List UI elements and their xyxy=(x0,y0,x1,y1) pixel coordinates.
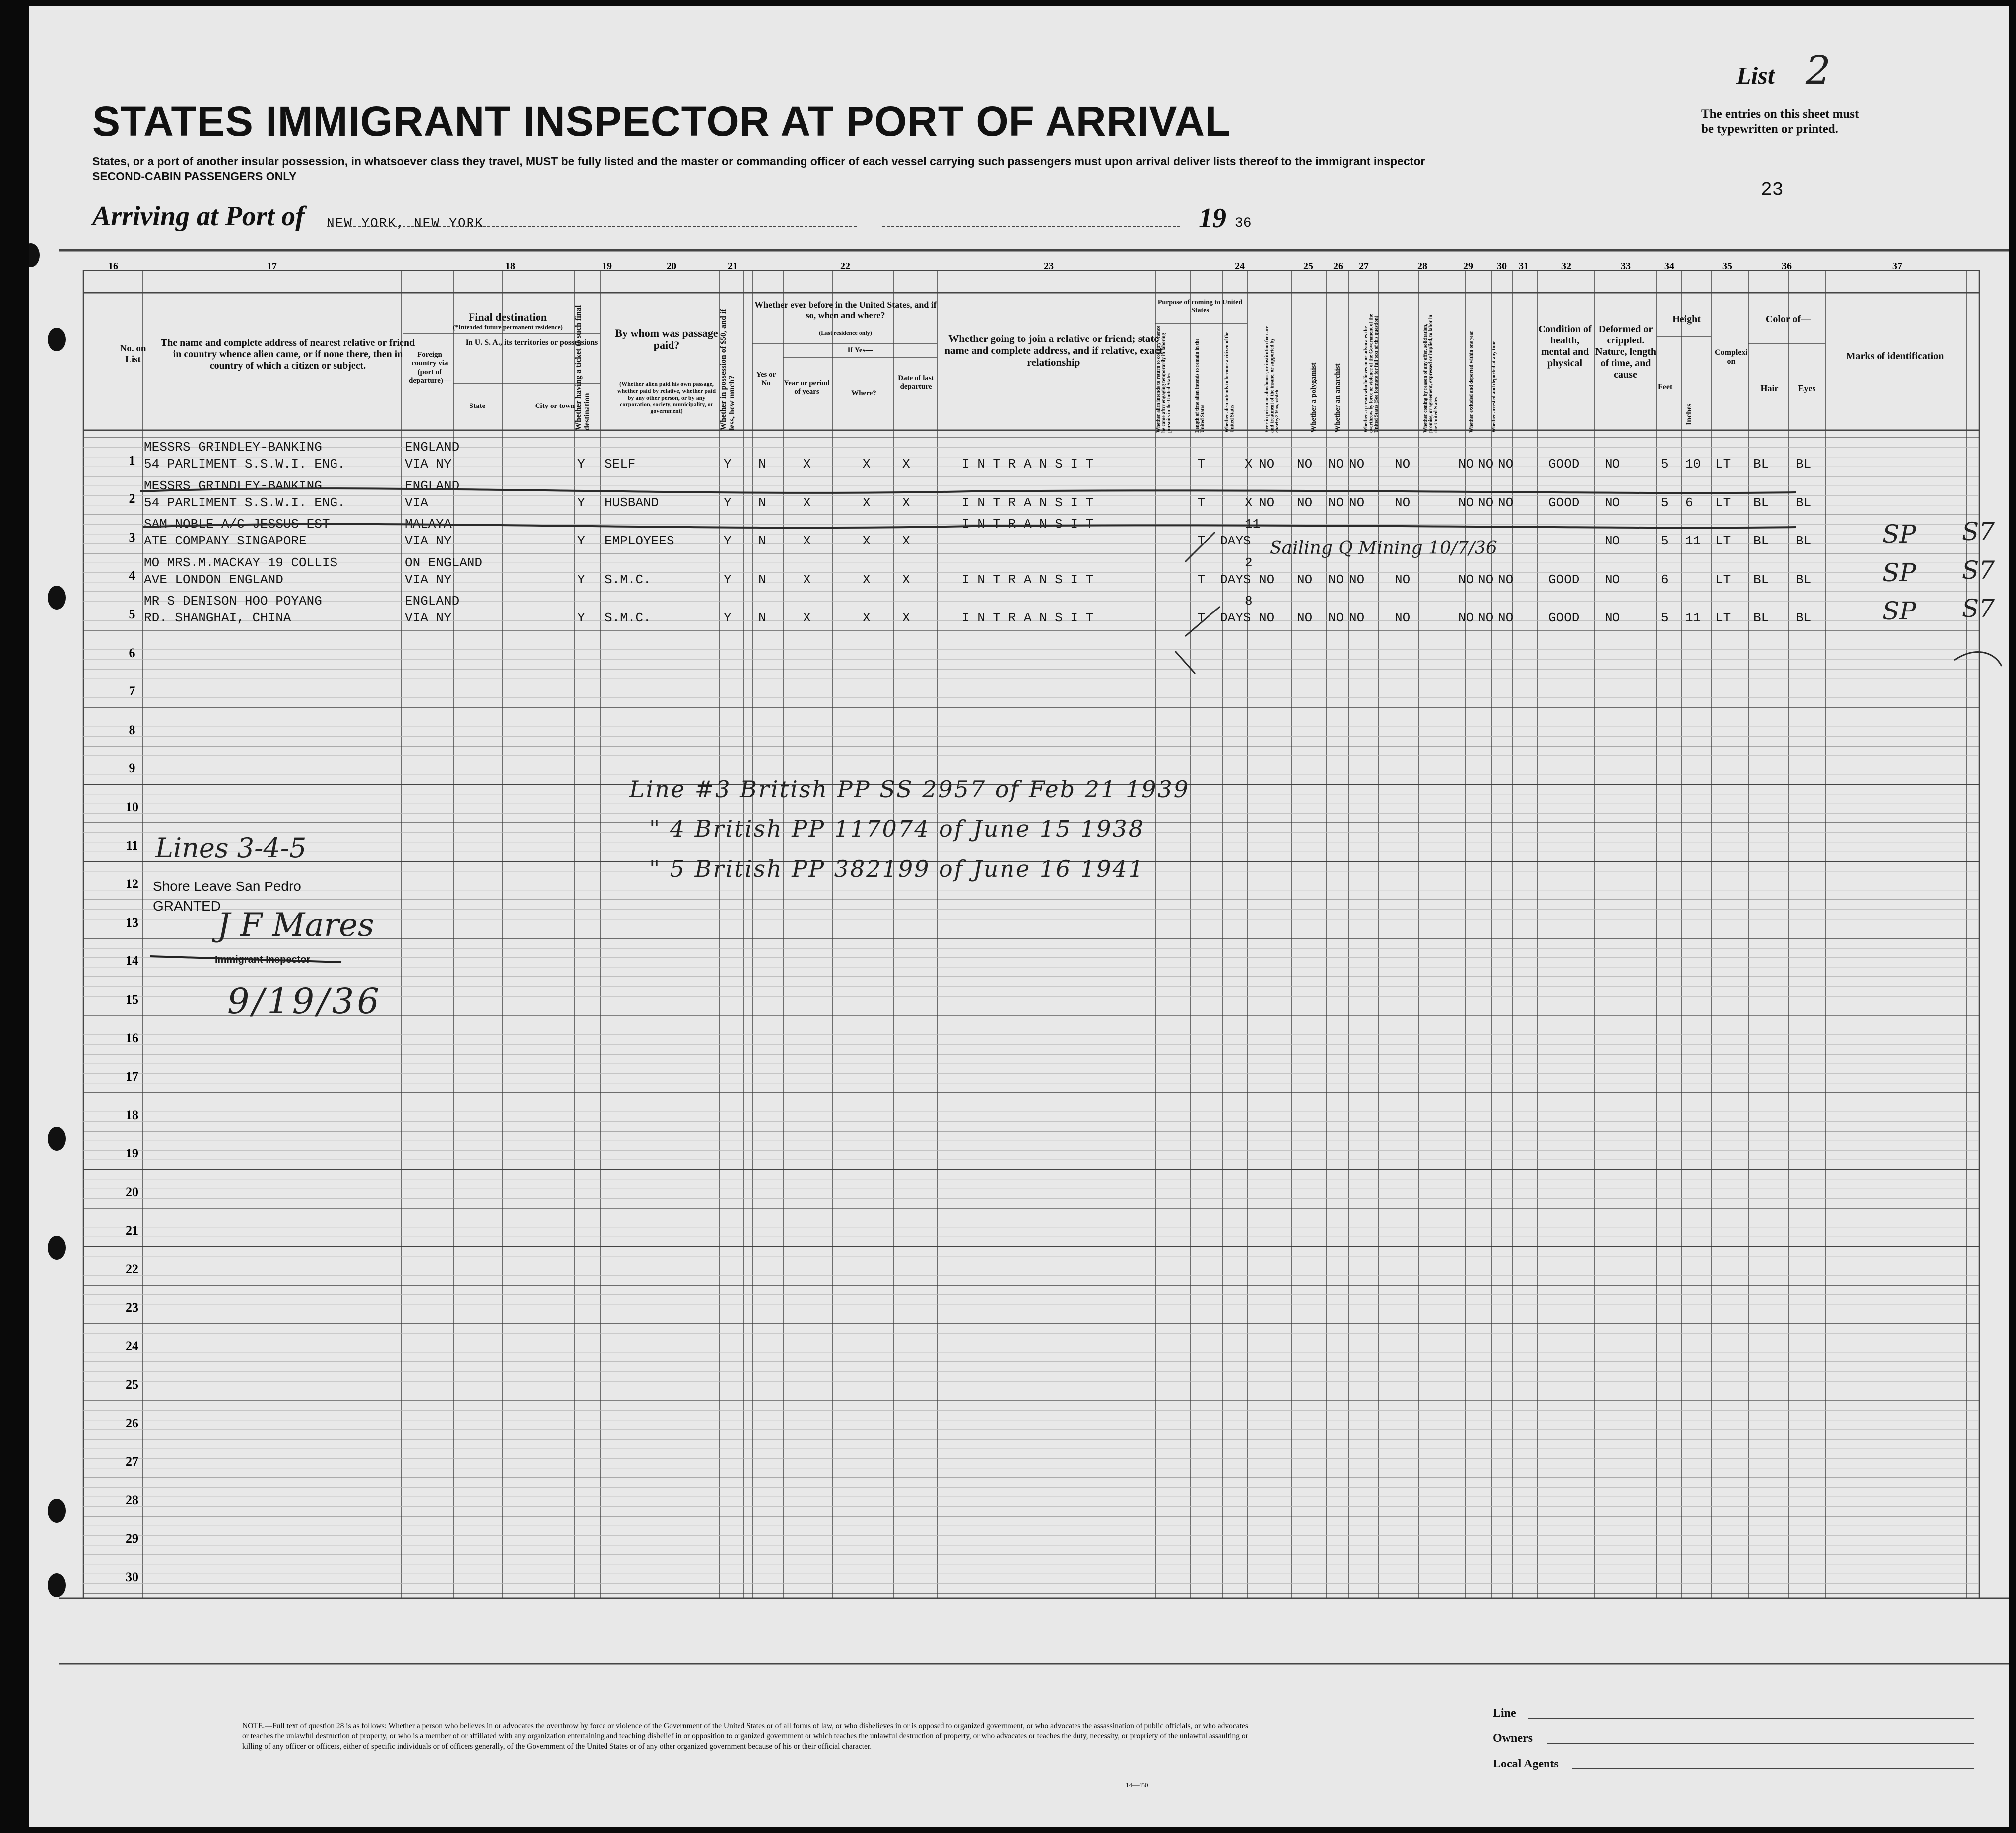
relative-address: AVE LONDON ENGLAND xyxy=(144,572,283,587)
column-number: 36 xyxy=(1782,261,1792,272)
row-number: 4 xyxy=(129,568,135,583)
feet-value: 6 xyxy=(1661,572,1669,587)
marks-value: SP xyxy=(1882,597,1916,626)
header-state: State xyxy=(469,402,486,410)
stamp-signature: J F Mares xyxy=(217,907,374,944)
column-number: 30 xyxy=(1497,261,1507,272)
q28-value: NO xyxy=(1395,611,1411,626)
feet-value: 5 xyxy=(1661,611,1669,626)
where-value: X xyxy=(863,611,871,626)
passport-note-1: Line #3 British PP SS 2957 of Feb 21 1939 xyxy=(629,776,1190,803)
typewritten-note-1: The entries on this sheet must xyxy=(1701,107,1859,121)
eyes-value: BL xyxy=(1796,534,1812,549)
header-polygamist: Whether a polygamist xyxy=(1310,362,1318,433)
deformed-value: NO xyxy=(1605,611,1620,626)
feet-value: 5 xyxy=(1661,457,1669,472)
column-number: 18 xyxy=(505,261,515,272)
column-number: 23 xyxy=(1044,261,1054,272)
foreign-via: VIA NY xyxy=(405,457,452,472)
purpose-b-value: X xyxy=(1245,457,1253,472)
q29-value: NO xyxy=(1458,572,1474,587)
header-foreign-country: Foreign country via (port of departure)— xyxy=(409,351,451,385)
ticket-value: Y xyxy=(577,611,585,626)
ever-before-value: N xyxy=(758,457,766,472)
stamp-date: 9/19/36 xyxy=(227,981,382,1021)
header-ever-before: Whether ever before in the United States, and if so, when and where? xyxy=(754,300,937,320)
header-final-destination-sub: (*Intended future permanent residence) xyxy=(453,323,563,331)
column-number: 25 xyxy=(1303,261,1313,272)
row-number: 21 xyxy=(126,1223,138,1238)
row-number: 10 xyxy=(126,800,138,815)
header-q29: Whether coming by reason of any offer, solicitation, promise, or agreement, expressed or implied, to labor in the United States xyxy=(1423,314,1439,433)
column-number: 33 xyxy=(1621,261,1631,272)
purpose-a-value: T xyxy=(1198,534,1206,549)
year-period-value: X xyxy=(803,572,811,587)
list-number: 2 xyxy=(1806,47,1831,93)
column-number: 22 xyxy=(840,261,850,272)
year-period-value: X xyxy=(803,495,811,510)
header-inches: Inches xyxy=(1685,403,1693,425)
row-number: 14 xyxy=(126,953,138,968)
header-deformed: Deformed or crippled. Nature, length of time, and cause xyxy=(1595,324,1656,380)
header-relative: The name and complete address of nearest relative or friend in country whence alien came, or if none there, then in country of which a citizen or subject. xyxy=(160,338,415,371)
joining-value: I N T R A N S I T xyxy=(962,495,1094,510)
form-number: 14—450 xyxy=(1126,1781,1148,1789)
feet-value: 5 xyxy=(1661,534,1669,549)
header-year-period: Year or period of years xyxy=(784,379,830,396)
row-number: 17 xyxy=(126,1069,138,1084)
q28-value: NO xyxy=(1395,457,1411,472)
column-number: 28 xyxy=(1417,261,1427,272)
header-ticket: Whether having a ticket to such final destination xyxy=(574,305,591,430)
header-purpose: Purpose of coming to United States xyxy=(1157,299,1243,315)
ticket-value: Y xyxy=(577,457,585,472)
column-number: 20 xyxy=(667,261,676,272)
paid-by-value: HUSBAND xyxy=(605,495,659,510)
complexion-value: LT xyxy=(1715,457,1731,472)
header-prison: Ever in prison or almshouse, or institution for care and treatment of the insane, or supported by charity? If so, which xyxy=(1264,325,1280,433)
row-number: 30 xyxy=(126,1570,138,1585)
purpose-b-unit: DAYS xyxy=(1220,611,1251,626)
joining-value: I N T R A N S I T xyxy=(962,517,1094,532)
footer-owners-label: Owners xyxy=(1493,1732,1533,1745)
row-number: 3 xyxy=(129,530,135,544)
column-number: 26 xyxy=(1333,261,1343,272)
header-q28: Whether a person who believes in or advocates the overthrow by force or violence of the Government of the United States (See footnote for full text of this question) xyxy=(1363,314,1379,433)
header-purpose-a: Whether alien intends to return to country whence he came after engaging temporarily in laboring pursuits in the United States xyxy=(1156,325,1172,433)
anarchist-value: NO xyxy=(1349,611,1365,626)
foreign-country: ON ENGLAND xyxy=(405,555,483,570)
header-height: Height xyxy=(1672,314,1701,325)
date-departure-value: X xyxy=(902,495,910,510)
foreign-country: MALAYA xyxy=(405,517,452,532)
row-number: 2 xyxy=(129,491,135,506)
foreign-country: ENGLAND xyxy=(405,478,460,493)
complexion-value: LT xyxy=(1715,495,1731,510)
header-q30: Whether excluded and deported within one year xyxy=(1469,331,1474,433)
row-number: 9 xyxy=(129,761,135,776)
q30-value: NO xyxy=(1478,495,1494,510)
list-label: List xyxy=(1736,62,1775,89)
paid-by-value: S.M.C. xyxy=(605,611,651,626)
stamp-shore-leave: Shore Leave San Pedro xyxy=(153,879,301,894)
header-if-yes: If Yes— xyxy=(847,346,873,354)
marks-value: SP xyxy=(1882,520,1916,549)
header-color-of: Color of— xyxy=(1765,314,1811,325)
header-ever-before-sub: (Last residence only) xyxy=(819,329,872,336)
eyes-value: BL xyxy=(1796,457,1812,472)
row-number: 28 xyxy=(126,1493,138,1507)
relative-name: SAM NOBLE A/C JESSUS EST- xyxy=(144,517,338,532)
joining-value: I N T R A N S I T xyxy=(962,572,1094,587)
header-where: Where? xyxy=(851,389,876,397)
marks-value-2: S7 xyxy=(1962,594,1995,623)
relative-name: MESSRS GRINDLEY-BANKING xyxy=(144,478,322,493)
foreign-via: VIA NY xyxy=(405,534,452,549)
relative-name: MESSRS GRINDLEY-BANKING xyxy=(144,440,322,455)
relative-name: MO MRS.M.MACKAY 19 COLLIS xyxy=(144,555,338,570)
date-departure-value: X xyxy=(902,572,910,587)
row-number: 7 xyxy=(129,684,135,699)
intro-text: States, or a port of another insular possession, in whatsoever class they travel, MUST be fully listed and the master or commanding officer of each vessel carrying such passengers must upon arrival deliver lists thereof to the immigrant inspector xyxy=(92,155,1425,168)
header-anarchist: Whether an anarchist xyxy=(1334,363,1342,433)
deformed-value: NO xyxy=(1605,457,1620,472)
ticket-value: Y xyxy=(577,534,585,549)
q31-value: NO xyxy=(1498,457,1514,472)
row-number: 18 xyxy=(126,1107,138,1122)
row-number: 19 xyxy=(126,1146,138,1161)
header-condition: Condition of health, mental and physical xyxy=(1538,324,1592,369)
possession-value: Y xyxy=(724,572,732,587)
eyes-value: BL xyxy=(1796,572,1812,587)
header-eyes: Eyes xyxy=(1798,383,1816,393)
possession-value: Y xyxy=(724,611,732,626)
q30-value: NO xyxy=(1478,457,1494,472)
hair-value: BL xyxy=(1753,457,1769,472)
q29-value: NO xyxy=(1458,457,1474,472)
purpose-c-value: NO xyxy=(1259,495,1275,510)
column-number: 24 xyxy=(1235,261,1245,272)
row-number: 11 xyxy=(126,838,138,853)
year-period-value: X xyxy=(803,534,811,549)
page-title: STATES IMMIGRANT INSPECTOR AT PORT OF ARRIVAL xyxy=(92,98,1231,144)
q31-value: NO xyxy=(1498,611,1514,626)
relative-name: MR S DENISON HOO POYANG xyxy=(144,594,322,609)
column-number: 31 xyxy=(1519,261,1529,272)
hair-value: BL xyxy=(1753,611,1769,626)
row-number: 1 xyxy=(129,453,135,468)
header-final-destination: Final destination xyxy=(468,311,547,323)
intro-text-2: SECOND-CABIN PASSENGERS ONLY xyxy=(92,170,297,183)
purpose-a-value: T xyxy=(1198,572,1206,587)
row-number: 12 xyxy=(126,877,138,891)
deformed-value: NO xyxy=(1605,495,1620,510)
inches-value: 11 xyxy=(1685,611,1701,626)
row3-overwrite: Sailing Q Mining 10/7/36 xyxy=(1270,538,1497,558)
marks-value: SP xyxy=(1882,558,1916,587)
column-number: 16 xyxy=(108,261,118,272)
joining-value: I N T R A N S I T xyxy=(962,457,1094,472)
possession-value: Y xyxy=(724,534,732,549)
prison-value: NO xyxy=(1297,572,1313,587)
complexion-value: LT xyxy=(1715,572,1731,587)
where-value: X xyxy=(863,572,871,587)
date-departure-value: X xyxy=(902,611,910,626)
inches-value: 10 xyxy=(1685,457,1701,472)
stamp-lines: Lines 3-4-5 xyxy=(155,832,307,864)
anarchist-value: NO xyxy=(1349,457,1365,472)
row-number: 27 xyxy=(126,1454,138,1469)
purpose-b-unit: DAYS xyxy=(1220,572,1251,587)
inches-value: 6 xyxy=(1685,495,1693,510)
foreign-via: VIA NY xyxy=(405,572,452,587)
row-number: 8 xyxy=(129,722,135,737)
row-number: 16 xyxy=(126,1030,138,1045)
prison-value: NO xyxy=(1297,611,1313,626)
footer-agents-label: Local Agents xyxy=(1493,1758,1559,1770)
ever-before-value: N xyxy=(758,572,766,587)
row-number: 29 xyxy=(126,1531,138,1546)
column-number: 27 xyxy=(1359,261,1369,272)
complexion-value: LT xyxy=(1715,534,1731,549)
q29-value: NO xyxy=(1458,611,1474,626)
row-number: 20 xyxy=(126,1185,138,1200)
marks-value-2: S7 xyxy=(1962,517,1995,546)
row-number: 6 xyxy=(129,645,135,660)
marks-value-2: S7 xyxy=(1962,555,1995,585)
row-number: 15 xyxy=(126,992,138,1007)
health-value: GOOD xyxy=(1548,572,1580,587)
anarchist-value: NO xyxy=(1349,495,1365,510)
relative-address: ATE COMPANY SINGAPORE xyxy=(144,534,307,549)
year-suffix: 36 xyxy=(1235,216,1252,231)
foreign-via: VIA xyxy=(405,495,428,510)
header-marks: Marks of identification xyxy=(1846,351,1944,362)
relative-address: RD. SHANGHAI, CHINA xyxy=(144,611,291,626)
polygamist-value: NO xyxy=(1328,495,1344,510)
q28-value: NO xyxy=(1395,572,1411,587)
header-no-on-list: No. on List xyxy=(120,343,146,365)
purpose-b-value: 2 xyxy=(1245,555,1253,570)
row-number: 5 xyxy=(129,607,135,622)
paid-by-value: EMPLOYEES xyxy=(605,534,674,549)
row-number: 26 xyxy=(126,1416,138,1430)
where-value: X xyxy=(863,495,871,510)
q31-value: NO xyxy=(1498,495,1514,510)
purpose-c-value: NO xyxy=(1259,572,1275,587)
row-number: 22 xyxy=(126,1262,138,1277)
eyes-value: BL xyxy=(1796,611,1812,626)
ever-before-value: N xyxy=(758,611,766,626)
header-date-last-departure: Date of last departure xyxy=(898,374,934,391)
page-number: 23 xyxy=(1761,179,1784,201)
purpose-c-value: NO xyxy=(1259,457,1275,472)
anarchist-value: NO xyxy=(1349,572,1365,587)
row-number: 23 xyxy=(126,1300,138,1315)
date-departure-value: X xyxy=(902,534,910,549)
foreign-via: VIA NY xyxy=(405,611,452,626)
column-number: 21 xyxy=(728,261,738,272)
manifest-sheet xyxy=(29,6,2009,1827)
q29-value: NO xyxy=(1458,495,1474,510)
row-number: 25 xyxy=(126,1377,138,1392)
q30-value: NO xyxy=(1478,611,1494,626)
foreign-country: ENGLAND xyxy=(405,440,460,455)
column-number: 35 xyxy=(1722,261,1732,272)
arriving-label: Arriving at Port of xyxy=(92,201,305,232)
column-number: 19 xyxy=(602,261,612,272)
ever-before-value: N xyxy=(758,495,766,510)
year-period-value: X xyxy=(803,611,811,626)
prison-value: NO xyxy=(1297,495,1313,510)
polygamist-value: NO xyxy=(1328,611,1344,626)
column-number: 29 xyxy=(1463,261,1473,272)
eyes-value: BL xyxy=(1796,495,1812,510)
stamp-inspector: Immigrant Inspector xyxy=(215,954,311,965)
stamp-underline xyxy=(148,947,346,966)
hair-value: BL xyxy=(1753,572,1769,587)
passport-note-3: " 5 British PP 382199 of June 16 1941 xyxy=(649,855,1145,882)
stamp-granted: GRANTED xyxy=(153,898,221,914)
header-hair: Hair xyxy=(1760,383,1779,393)
year-prefix: 19 xyxy=(1199,203,1226,234)
health-value: GOOD xyxy=(1548,611,1580,626)
ticket-value: Y xyxy=(577,572,585,587)
where-value: X xyxy=(863,534,871,549)
header-city: City or town xyxy=(535,402,575,410)
relative-address: 54 PARLIMENT S.S.W.I. ENG. xyxy=(144,495,345,510)
q30-value: NO xyxy=(1478,572,1494,587)
footnote-q28: NOTE.—Full text of question 28 is as follows: Whether a person who believes in or advocates the overthrow by force or violence of the Government of the United States or of all forms of law, or who disbelieves in or is opposed to organized government, or who advocates the assassination of public officials, or who advocates or teaches the unlawful destruction of property, or who is a member of or affiliated with any organization entertaining and teaching disbelief in or opposition to organized government or which teaches the unlawful destruction of property, or who advocates or teaches the duty, necessity, or propriety of the unlawful assaulting or killing of any officer or officers, either of specific individuals or of officers generally, of the Government of the United States or of any other organized government because of his or their official character. xyxy=(242,1722,1248,1751)
where-value: X xyxy=(863,457,871,472)
header-q31: Whether arrested and deported at any time xyxy=(1491,340,1497,433)
possession-value: Y xyxy=(724,457,732,472)
hair-value: BL xyxy=(1753,534,1769,549)
purpose-a-value: T xyxy=(1198,495,1206,510)
purpose-b-value: 8 xyxy=(1245,594,1253,609)
purpose-b-value: 11 xyxy=(1245,517,1261,532)
health-value: GOOD xyxy=(1548,457,1580,472)
header-purpose-c: Whether alien intends to become a citizen of the United States xyxy=(1224,331,1235,433)
header-by-whom: By whom was passage paid? xyxy=(615,327,718,352)
deformed-value: NO xyxy=(1605,534,1620,549)
polygamist-value: NO xyxy=(1328,572,1344,587)
header-purpose-b: Length of time alien intends to remain in the United States xyxy=(1195,339,1206,433)
foreign-country: ENGLAND xyxy=(405,594,460,609)
row-number: 24 xyxy=(126,1339,138,1354)
column-number: 17 xyxy=(267,261,277,272)
header-feet: Feet xyxy=(1658,383,1673,391)
header-joining-relative: Whether going to join a relative or friend; state name and complete address, and if relative, exact relationship xyxy=(944,333,1163,369)
complexion-value: LT xyxy=(1715,611,1731,626)
inches-value: 11 xyxy=(1685,534,1701,549)
hair-value: BL xyxy=(1753,495,1769,510)
health-value: GOOD xyxy=(1548,495,1580,510)
polygamist-value: NO xyxy=(1328,457,1344,472)
typewritten-note-2: be typewritten or printed. xyxy=(1701,122,1838,136)
header-yes-no: Yes or No xyxy=(756,371,776,388)
ever-before-value: N xyxy=(758,534,766,549)
port-value: NEW YORK, NEW YORK xyxy=(327,216,484,231)
year-period-value: X xyxy=(803,457,811,472)
passport-note-2: " 4 British PP 117074 of June 15 1938 xyxy=(649,815,1145,842)
purpose-b-unit: DAYS xyxy=(1220,534,1251,549)
paid-by-value: S.M.C. xyxy=(605,572,651,587)
header-possession-50: Whether in possession of $50, and if less, how much? xyxy=(719,309,736,430)
possession-value: Y xyxy=(724,495,732,510)
purpose-a-value: T xyxy=(1198,611,1206,626)
column-number: 37 xyxy=(1892,261,1902,272)
feet-value: 5 xyxy=(1661,495,1669,510)
purpose-b-value: X xyxy=(1245,495,1253,510)
deformed-value: NO xyxy=(1605,572,1620,587)
purpose-a-value: T xyxy=(1198,457,1206,472)
prison-value: NO xyxy=(1297,457,1313,472)
header-in-usa: In U. S. A., its territories or possessions xyxy=(465,339,598,347)
q31-value: NO xyxy=(1498,572,1514,587)
joining-value: I N T R A N S I T xyxy=(962,611,1094,626)
purpose-c-value: NO xyxy=(1259,611,1275,626)
column-number: 32 xyxy=(1561,261,1571,272)
footer-line-label: Line xyxy=(1493,1707,1516,1720)
row-number: 13 xyxy=(126,915,138,930)
header-complexion: Complexion xyxy=(1715,348,1747,366)
header-by-whom-sub: (Whether alien paid his own passage, whether paid by relative, whether paid by any other person, or by any corporation, society, municipality, or government) xyxy=(617,380,716,415)
date-departure-value: X xyxy=(902,457,910,472)
q28-value: NO xyxy=(1395,495,1411,510)
relative-address: 54 PARLIMENT S.S.W.I. ENG. xyxy=(144,457,345,472)
ticket-value: Y xyxy=(577,495,585,510)
paid-by-value: SELF xyxy=(605,457,636,472)
column-number: 34 xyxy=(1664,261,1674,272)
